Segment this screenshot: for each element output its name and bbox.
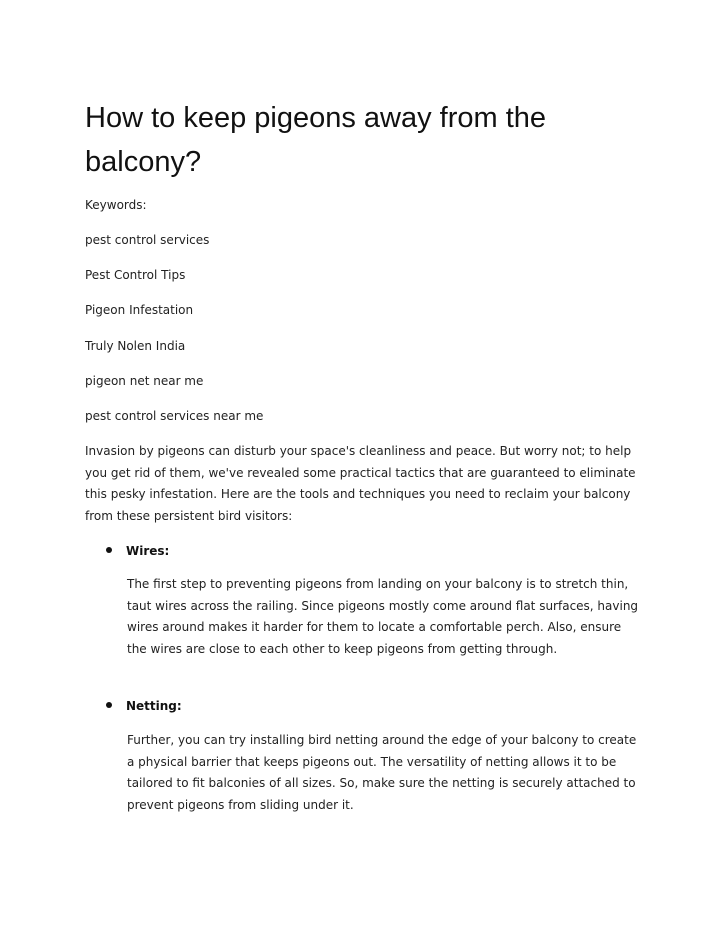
page-title: How to keep pigeons away from the balcony? — [85, 102, 547, 178]
bullet-item-wires — [106, 543, 169, 559]
section-heading: Wires: — [126, 544, 170, 558]
section-body: The first step to preventing pigeons from landing on your balcony is to stretch thin, taut wires across the railing. Since pigeons mostly come around flat surfaces, having wires around makes it harder for them to locate a comfortable perch. Also, ensure the wires are close to each other to keep pigeons from getting through. — [127, 577, 639, 656]
keyword-item: pigeon net near me — [85, 374, 204, 388]
keyword-item: pest control services — [85, 233, 210, 247]
keyword-item: pest control services near me — [85, 409, 264, 423]
keyword-item: Truly Nolen India — [85, 339, 186, 353]
bullet-icon — [106, 547, 112, 553]
keyword-item: Pigeon Infestation — [85, 303, 194, 317]
keyword-item: Pest Control Tips — [85, 268, 186, 282]
section-body: Further, you can try installing bird netting around the edge of your balcony to create a physical barrier that keeps pigeons out. The versatility of netting allows it to be tailored to fit balconies of all sizes. So, make sure the netting is securely attached to prevent pigeons from sliding under it. — [127, 733, 637, 812]
keywords-label: Keywords: — [85, 198, 147, 212]
section-heading: Netting: — [126, 699, 182, 713]
intro-paragraph: Invasion by pigeons can disturb your space's cleanliness and peace. But worry not; to help you get rid of them, we've revealed some practical tactics that are guaranteed to eliminate this pesky infestation. Here are the tools and techniques you need to reclaim your balcony from these persistent bird visitors: — [85, 444, 636, 523]
bullet-icon — [106, 702, 112, 708]
bullet-item-netting — [106, 698, 182, 714]
